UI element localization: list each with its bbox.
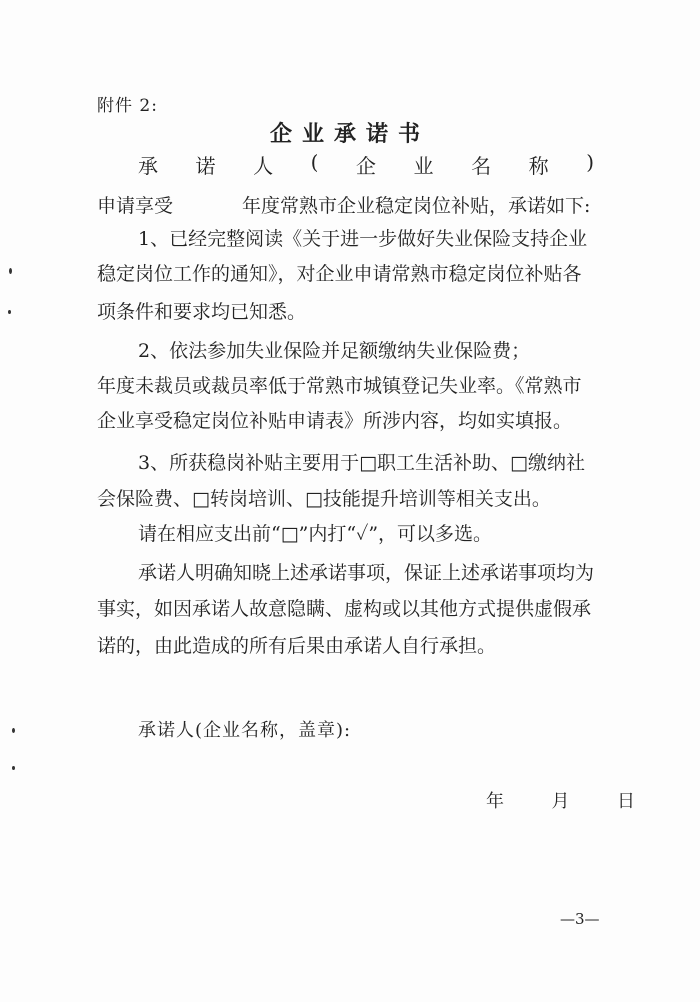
- promisor-heading-char: 承: [138, 154, 158, 178]
- paragraph-5-line-2: 事实，如因承诺人故意隐瞒、虚构或以其他方式提供虚假承: [97, 598, 592, 620]
- scan-speck: [12, 766, 15, 770]
- promisor-heading-char: 名: [471, 154, 492, 178]
- date-day-label: 日: [616, 791, 635, 812]
- paragraph-1-line-3: 项条件和要求均已知悉。: [97, 301, 307, 323]
- scan-speck: [12, 728, 15, 733]
- paragraph-1-line-1: 1、已经完整阅读《关于进一步做好失业保险支持企业: [138, 228, 588, 250]
- date-month-label: 月: [551, 791, 570, 812]
- scan-speck: [8, 310, 11, 314]
- paragraph-2-line-2: 年度未裁员或裁员率低于常熟市城镇登记失业率。《常熟市: [97, 375, 582, 397]
- paragraph-2-line-1: 2、依法参加失业保险并足额缴纳失业保险费；: [138, 340, 531, 362]
- promisor-heading-char: (: [310, 150, 319, 174]
- promisor-heading-char: 人: [253, 154, 274, 178]
- promisor-heading-char: 企: [356, 154, 376, 178]
- paragraph-3-line-2: 会保险费、□转岗培训、□技能提升培训等相关支出。: [97, 488, 551, 510]
- application-line-right: 年度常熟市企业稳定岗位补贴，承诺如下:: [242, 195, 591, 217]
- page-number: —3—: [560, 910, 600, 928]
- promisor-heading-char: 业: [413, 154, 434, 178]
- application-line-left: 申请享受: [97, 195, 174, 217]
- paragraph-2-line-3: 企业享受稳定岗位补贴申请表》所涉内容，均如实填报。: [97, 410, 573, 432]
- document-title: 企业承诺书: [269, 121, 430, 147]
- paragraph-5-line-3: 诺的，由此造成的所有后果由承诺人自行承担。: [97, 635, 497, 657]
- paragraph-5-line-1: 承诺人明确知晓上述承诺事项，保证上述承诺事项均为: [138, 562, 595, 584]
- date-line: [486, 787, 635, 813]
- attachment-label: 附件 2:: [97, 96, 158, 116]
- signature-line: 承诺人(企业名称，盖章):: [138, 720, 352, 741]
- paragraph-1-line-2: 稳定岗位工作的通知》，对企业申请常熟市稳定岗位补贴各: [97, 263, 582, 285]
- promisor-heading-char: ): [586, 150, 594, 174]
- promisor-heading-char: 诺: [195, 154, 216, 178]
- promisor-heading: [138, 150, 594, 179]
- paragraph-3-line-1: 3、所获稳岗补贴主要用于□职工生活补助、□缴纳社: [138, 452, 585, 474]
- promisor-heading-char: 称: [528, 154, 549, 178]
- scan-speck: [9, 268, 12, 274]
- date-year-label: 年: [486, 791, 504, 812]
- paragraph-4: 请在相应支出前“□”内打“✓”，可以多选。: [138, 523, 493, 545]
